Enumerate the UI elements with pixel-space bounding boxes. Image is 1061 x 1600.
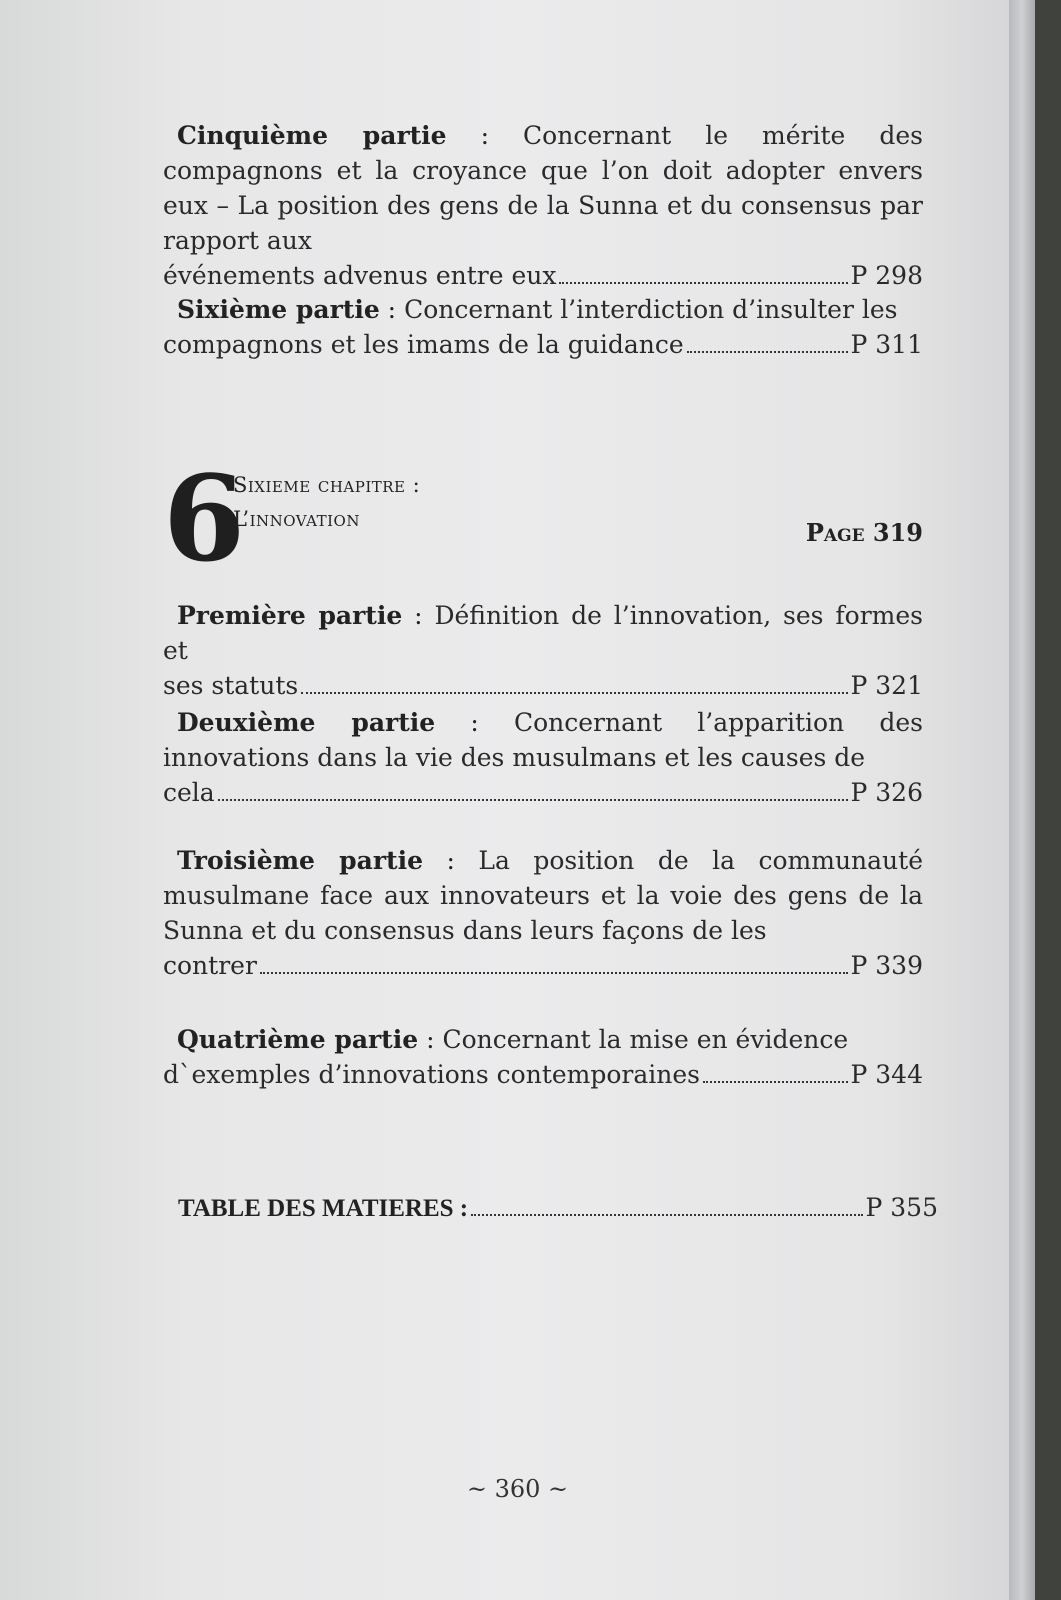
entry-label: Cinquième partie [177,121,447,150]
entry-text: Concernant l’apparition des innovations dans la vie des musulmans et les causes de [163,708,924,772]
entry-label: Sixième partie [177,295,380,324]
dot-leader [260,971,848,974]
leader-line [163,258,923,293]
entry-label: Troisième partie [177,846,423,875]
entry-tail: compagnons et les imams de la guidance [163,330,684,359]
chapter-page-reference: Page 319 [805,518,923,547]
entry-separator: : [446,121,524,150]
toc-entry-ch6-part2 [163,705,923,810]
page-reference: P 339 [850,951,923,980]
entry-tail: d`exemples d’innovations contemporaines [163,1060,700,1089]
entry-separator: : [435,708,514,737]
chapter-number: 6 [163,449,246,588]
leader-line [163,775,923,810]
leader-line [163,668,923,703]
chapter-heading [163,449,923,588]
page-reference: P 326 [850,778,923,807]
entry-separator: : [418,1025,443,1054]
entry-separator: : [422,846,479,875]
entry-tail: cela [163,778,215,807]
entry-label: Deuxième partie [177,708,436,737]
toc-entry-ch6-part4 [163,1022,923,1092]
page-number: ~ 360 ~ [466,1475,569,1503]
dot-leader [559,281,847,284]
page-edge [1009,0,1035,1600]
leader-line [163,948,923,983]
toc-entry-part6 [163,292,923,362]
toc-entry-part5 [163,118,923,293]
chapter-title-line1: Sixieme chapitre : [233,473,421,497]
dot-leader [471,1213,862,1216]
page-reference: P 321 [850,671,923,700]
toc-entry-ch6-part1 [163,598,923,703]
entry-text: Concernant la mise en évidence [442,1025,849,1054]
entry-text: Concernant l’interdiction d’insulter les [404,295,898,324]
entry-text: Concernant le mérite des compagnons et la croyance que l’on doit adopter envers eux – La position des gens de la Sunna et du consensus par rapport aux [163,121,923,255]
entry-tail: ses statuts [163,671,299,700]
dot-leader [218,798,848,801]
page-reference: P 344 [850,1060,923,1089]
dot-leader [703,1080,848,1083]
entry-separator: : [402,601,435,630]
entry-label: TABLE DES MATIERES : [178,1195,469,1222]
chapter-title [233,468,420,536]
leader-line [163,327,923,362]
toc-entry-table-des-matieres [178,1190,938,1226]
dot-leader [687,350,848,353]
entry-label: Quatrième partie [177,1025,419,1054]
entry-separator: : [379,295,405,324]
entry-tail: contrer [163,951,257,980]
page-reference: P 298 [850,261,923,290]
entry-label: Première partie [177,601,403,630]
entry-text: Définition de l’innovation, ses formes et [163,601,923,665]
entry-text: La position de la communauté musulmane face aux innovateurs et la voie des gens de la Sunna et du consensus dans leurs façons de les [163,846,923,945]
dot-leader [301,691,847,694]
leader-line [163,1057,923,1092]
chapter-title-line2: L’innovation [233,507,360,531]
page-reference: P 355 [865,1193,938,1222]
leader-line [178,1190,938,1226]
page-reference: P 311 [850,330,923,359]
toc-entry-ch6-part3 [163,843,923,983]
entry-tail: événements advenus entre eux [163,261,557,290]
